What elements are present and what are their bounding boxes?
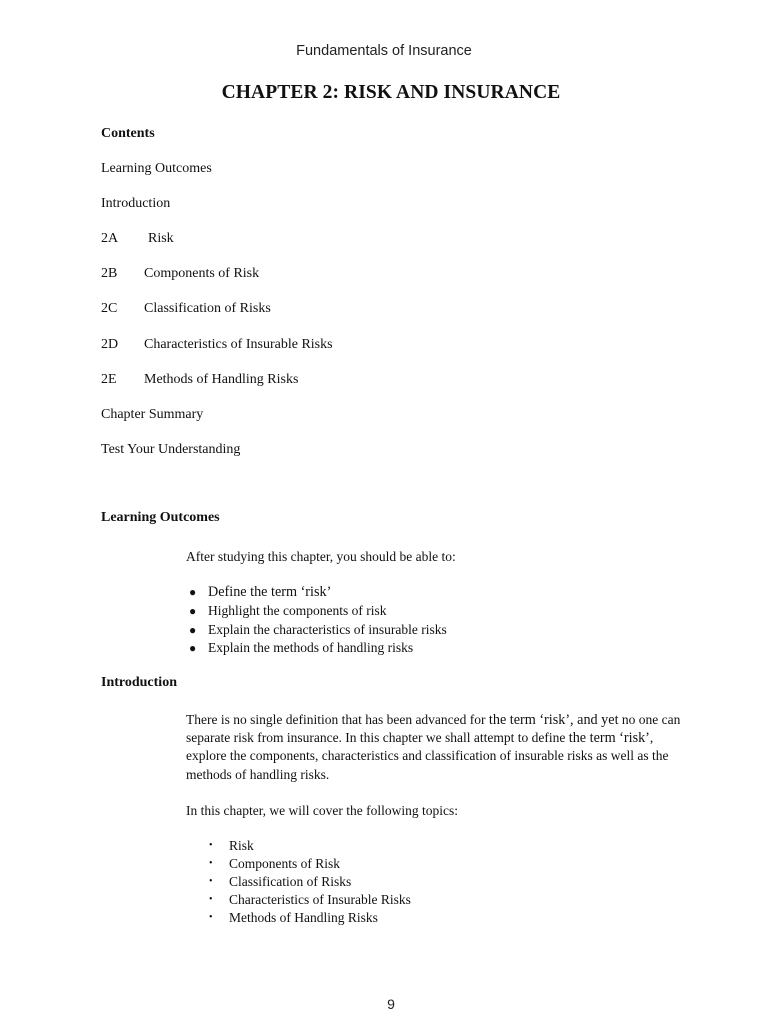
bullet-dot-icon: ●	[189, 623, 197, 637]
learning-outcome-item: Explain the methods of handling risks	[208, 640, 414, 655]
bullet-dot-icon: ●	[189, 641, 197, 655]
intro-text-part: There is no single definition that has been advanced for	[186, 712, 489, 727]
intro-text-part: the term ‘risk’	[568, 730, 650, 747]
toc-entry-introduction: Introduction	[101, 196, 171, 211]
bullet-dot-icon: ●	[189, 604, 197, 618]
toc-entry-chapter-summary: Chapter Summary	[101, 407, 204, 422]
bullet-icon: •	[209, 876, 213, 887]
topic-item: Classification of Risks	[229, 874, 352, 889]
learning-outcome-item: Define the term ‘risk’	[208, 584, 332, 600]
learning-outcomes-lead: After studying this chapter, you should be able to:	[186, 549, 456, 564]
running-header: Fundamentals of Insurance	[296, 43, 472, 59]
introduction-heading: Introduction	[101, 675, 177, 690]
introduction-paragraph	[186, 711, 686, 784]
bullet-icon: •	[209, 840, 213, 851]
toc-section-code: 2C	[101, 301, 118, 316]
toc-section-code: 2D	[101, 337, 119, 352]
toc-section-code: 2E	[101, 372, 117, 387]
toc-section-label: Components of Risk	[144, 266, 260, 281]
toc-entry-test-your-understanding: Test Your Understanding	[101, 442, 241, 457]
toc-section-code: 2A	[101, 231, 119, 246]
intro-text-part: , explore the components, characteristics and classification of insurable risks as well as the methods of handling risks.	[186, 730, 669, 782]
topics-lead: In this chapter, we will cover the following topics:	[186, 803, 459, 818]
intro-text-part: the term ‘risk’, and yet	[488, 712, 619, 728]
bullet-icon: •	[209, 894, 213, 905]
learning-outcome-item: Highlight the components of risk	[208, 603, 387, 618]
toc-section-label: Classification of Risks	[144, 301, 271, 316]
topic-item: Risk	[229, 838, 254, 853]
learning-outcomes-heading: Learning Outcomes	[101, 510, 220, 525]
bullet-icon: •	[209, 858, 213, 869]
toc-entry-learning-outcomes: Learning Outcomes	[101, 161, 212, 176]
toc-section-code: 2B	[101, 266, 118, 281]
contents-heading: Contents	[101, 126, 155, 141]
bullet-icon: •	[209, 912, 213, 923]
page-number: 9	[387, 996, 395, 1012]
toc-section-label: Methods of Handling Risks	[144, 372, 299, 387]
intro-text-part: no one can separate risk from insurance. In this chapter we shall attempt to define	[186, 712, 681, 746]
chapter-title: CHAPTER 2: RISK AND INSURANCE	[221, 82, 561, 103]
topic-item: Components of Risk	[229, 856, 341, 871]
toc-section-label: Characteristics of Insurable Risks	[144, 337, 333, 352]
topic-item: Methods of Handling Risks	[229, 910, 378, 925]
bullet-dot-icon: ●	[189, 585, 197, 599]
learning-outcome-item: Explain the characteristics of insurable risks	[208, 622, 447, 637]
toc-section-label: Risk	[148, 231, 174, 246]
topic-item: Characteristics of Insurable Risks	[229, 892, 411, 907]
